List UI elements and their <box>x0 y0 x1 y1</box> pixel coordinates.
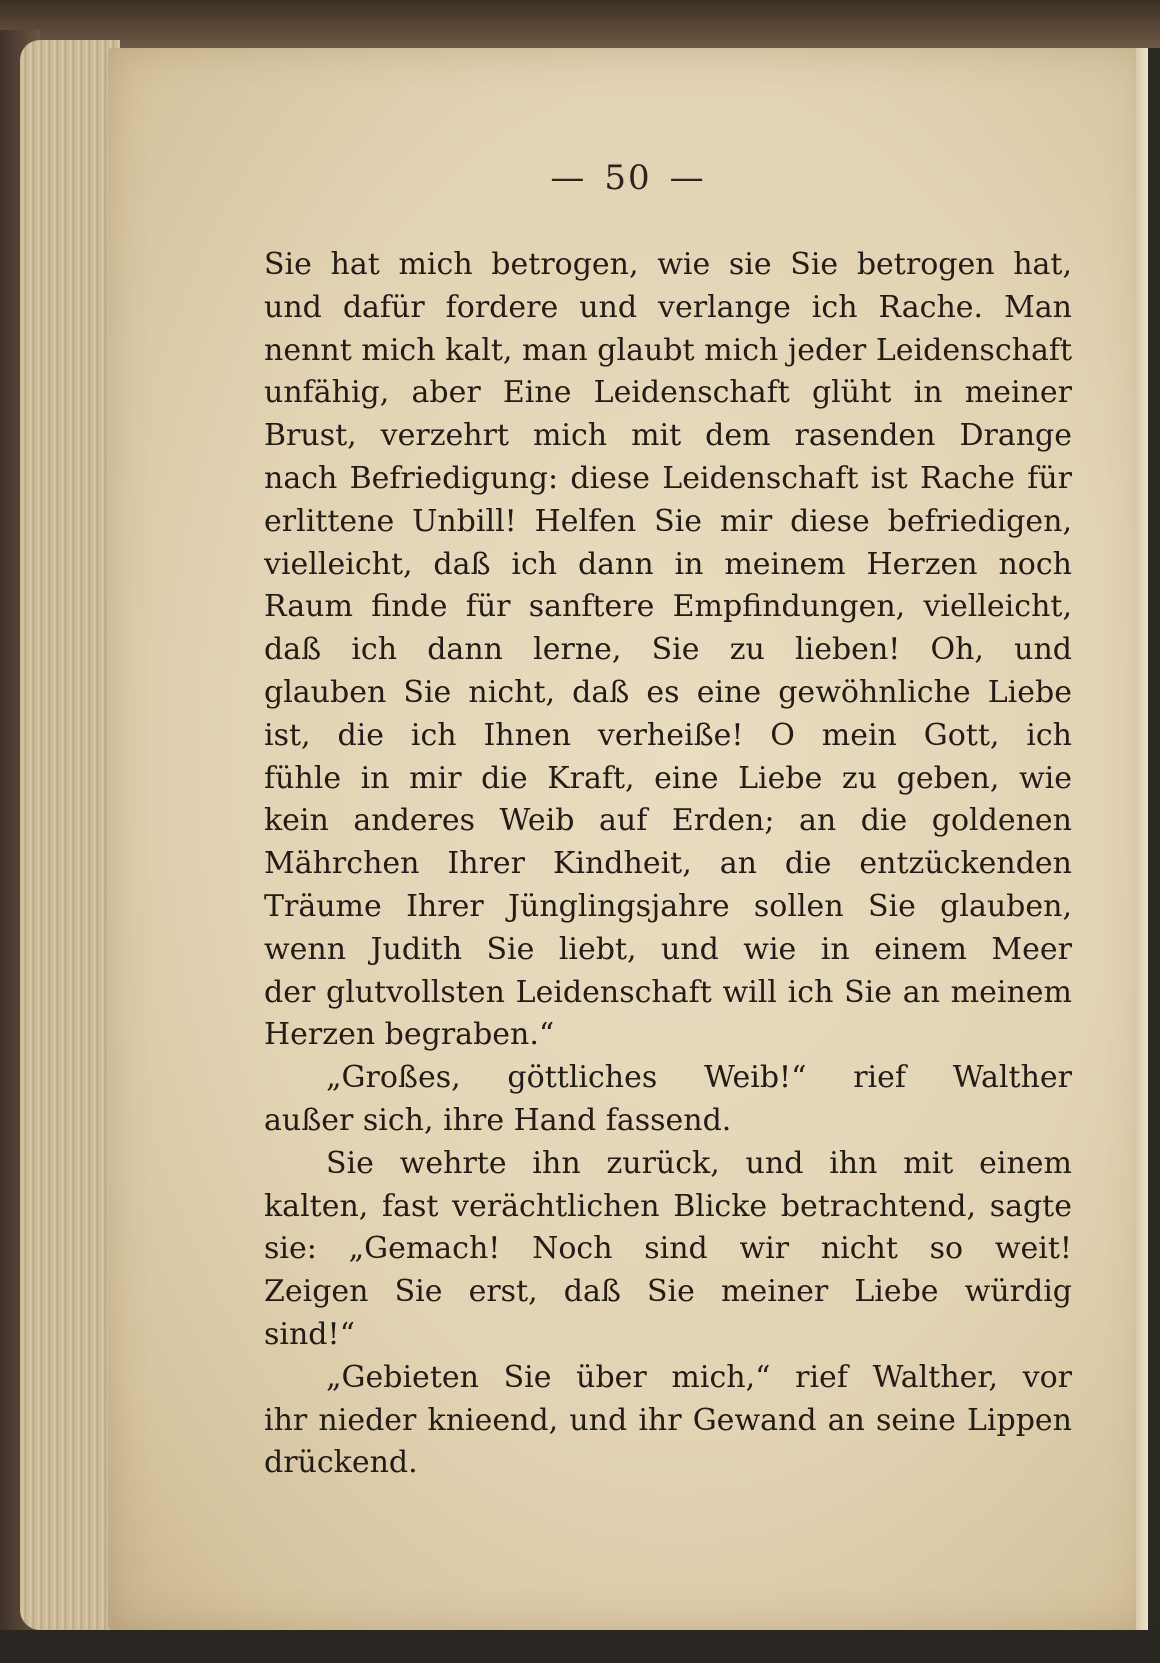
text-line: kalten, fast verächtlichen Blicke betrachtend, sagte <box>264 1188 1072 1224</box>
text-line: Brust, verzehrt mich mit dem rasenden Drange <box>264 418 1072 454</box>
text-line: Sie hat mich betrogen, wie sie Sie betrogen hat, <box>264 247 1072 282</box>
text-line: fühle in mir die Kraft, eine Liebe zu geben, wie <box>264 760 1072 796</box>
text-line: nach Befriedigung: diese Leidenschaft ist Rache für <box>264 460 1072 496</box>
text-line: ihr nieder knieend, und ihr Gewand an seine Lippen <box>264 1402 1072 1438</box>
text-line: sind!“ <box>264 1316 355 1352</box>
text-line: Raum finde für sanftere Empfindungen, vielleicht, <box>264 589 1072 625</box>
text-line: daß ich dann lerne, Sie zu lieben! Oh, und <box>264 632 1072 668</box>
text-line: Träume Ihrer Jünglingsjahre sollen Sie glauben, <box>264 888 1072 924</box>
scan-bottom-edge <box>0 1630 1160 1663</box>
text-line: „Gebieten Sie über mich,“ rief Walther, vor <box>326 1359 1072 1395</box>
text-line: ist, die ich Ihnen verheiße! O mein Gott, ich <box>264 717 1072 753</box>
page-edges <box>20 40 120 1630</box>
text-line: unfähig, aber Eine Leidenschaft glüht in meiner <box>264 375 1072 411</box>
text-line: „Großes, göttliches Weib!“ rief Walther <box>326 1060 1072 1096</box>
body-text <box>264 244 1072 1485</box>
text-line: Herzen begraben.“ <box>264 1017 555 1053</box>
text-line: und dafür fordere und verlange ich Rache. Man <box>264 289 1072 325</box>
header-dash-right: — <box>669 158 706 198</box>
text-line: wenn Judith Sie liebt, und wie in einem Meer <box>264 931 1072 967</box>
page-header <box>108 158 1148 198</box>
text-line: kein anderes Weib auf Erden; an die goldenen <box>264 803 1072 839</box>
text-line: außer sich, ihre Hand fassend. <box>264 1102 732 1138</box>
text-line: erlittene Unbill! Helfen Sie mir diese befriedigen, <box>264 503 1072 539</box>
book-page <box>108 48 1148 1630</box>
text-line: nennt mich kalt, man glaubt mich jeder Leidenschaft <box>264 332 1072 368</box>
header-dash-left: — <box>550 158 587 198</box>
page-number: 50 <box>604 158 652 198</box>
text-line: Mährchen Ihrer Kindheit, an die entzückenden <box>264 846 1072 882</box>
text-line: Sie wehrte ihn zurück, und ihn mit einem <box>326 1145 1072 1181</box>
book-cover-top <box>0 0 1160 48</box>
text-line: Zeigen Sie erst, daß Sie meiner Liebe würdig <box>264 1274 1072 1310</box>
text-line: vielleicht, daß ich dann in meinem Herzen noch <box>264 546 1072 582</box>
text-line: sie: „Gemach! Noch sind wir nicht so weit! <box>264 1231 1072 1267</box>
page-right-edge <box>1136 48 1148 1630</box>
text-line: glauben Sie nicht, daß es eine gewöhnliche Liebe <box>264 674 1072 710</box>
text-line: der glutvollsten Leidenschaft will ich Sie an meinem <box>264 974 1072 1010</box>
text-line: drückend. <box>264 1445 418 1481</box>
